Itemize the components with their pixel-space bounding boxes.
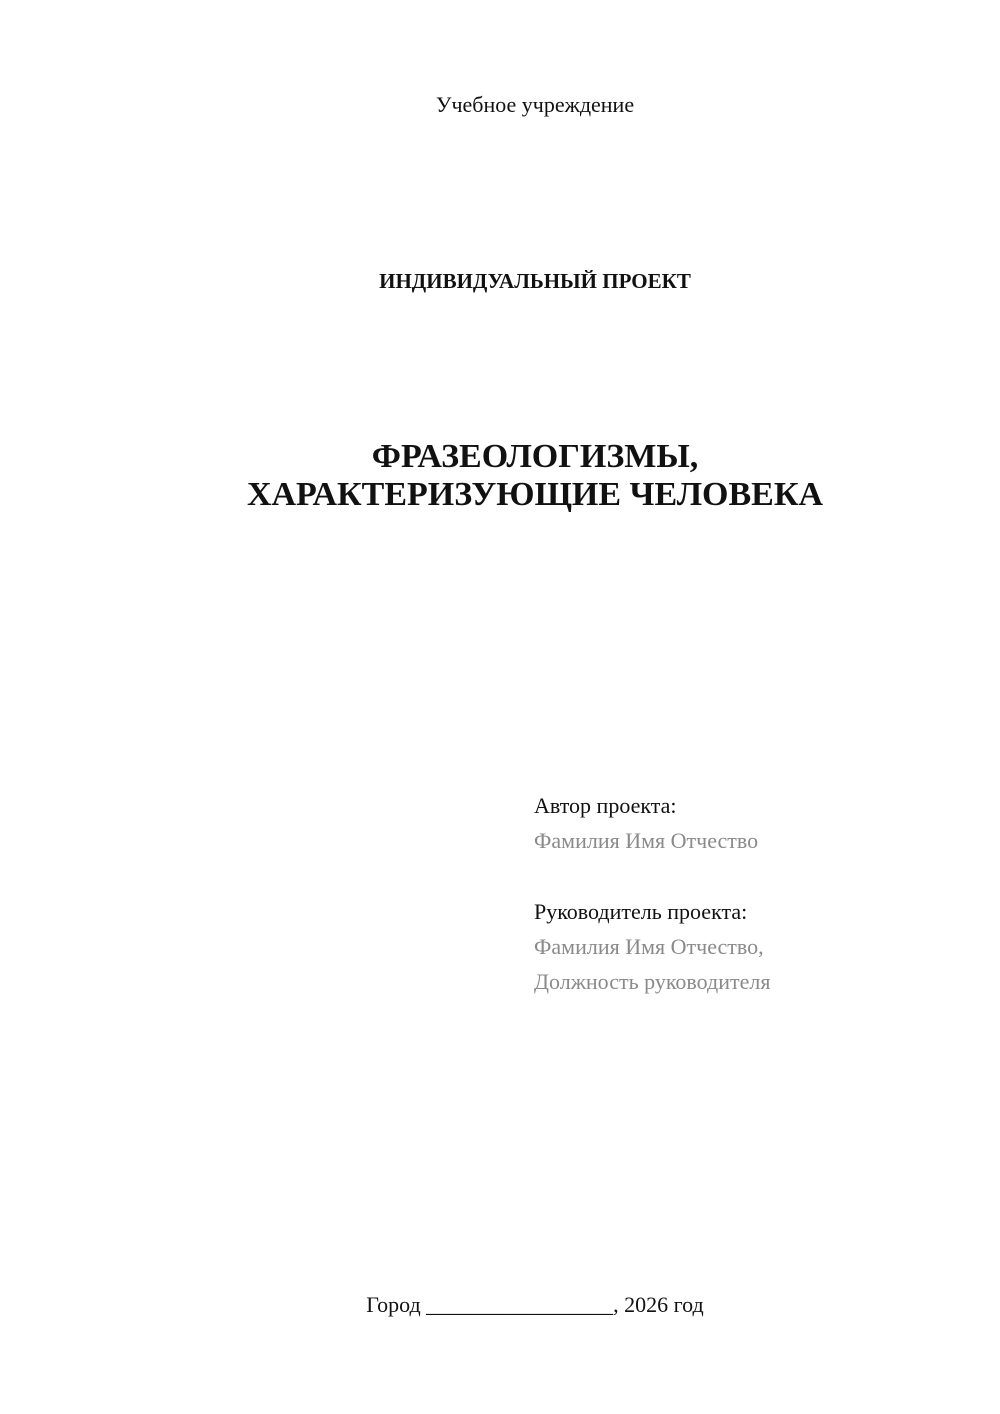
project-title: [35, 438, 1000, 514]
project-title-line-2: ХАРАКТЕРИЗУЮЩИЕ ЧЕЛОВЕКА: [246, 476, 824, 513]
author-name: Фамилия Имя Отчество: [534, 828, 759, 853]
project-title-line-1: ФРАЗЕОЛОГИЗМЫ,: [371, 438, 699, 475]
supervisor-name: Фамилия Имя Отчество,: [534, 934, 764, 959]
city-year-line: Город _________________, 2026 год: [366, 1292, 704, 1317]
document-type: ИНДИВИДУАЛЬНЫЙ ПРОЕКТ: [379, 269, 691, 293]
supervisor-label: Руководитель проекта:: [534, 899, 748, 924]
institution-name: Учебное учреждение: [435, 92, 635, 117]
project-participants: [534, 788, 974, 999]
author-label: Автор проекта:: [534, 793, 677, 818]
participants-spacer: [534, 858, 974, 894]
supervisor-position: Должность руководителя: [534, 969, 771, 994]
